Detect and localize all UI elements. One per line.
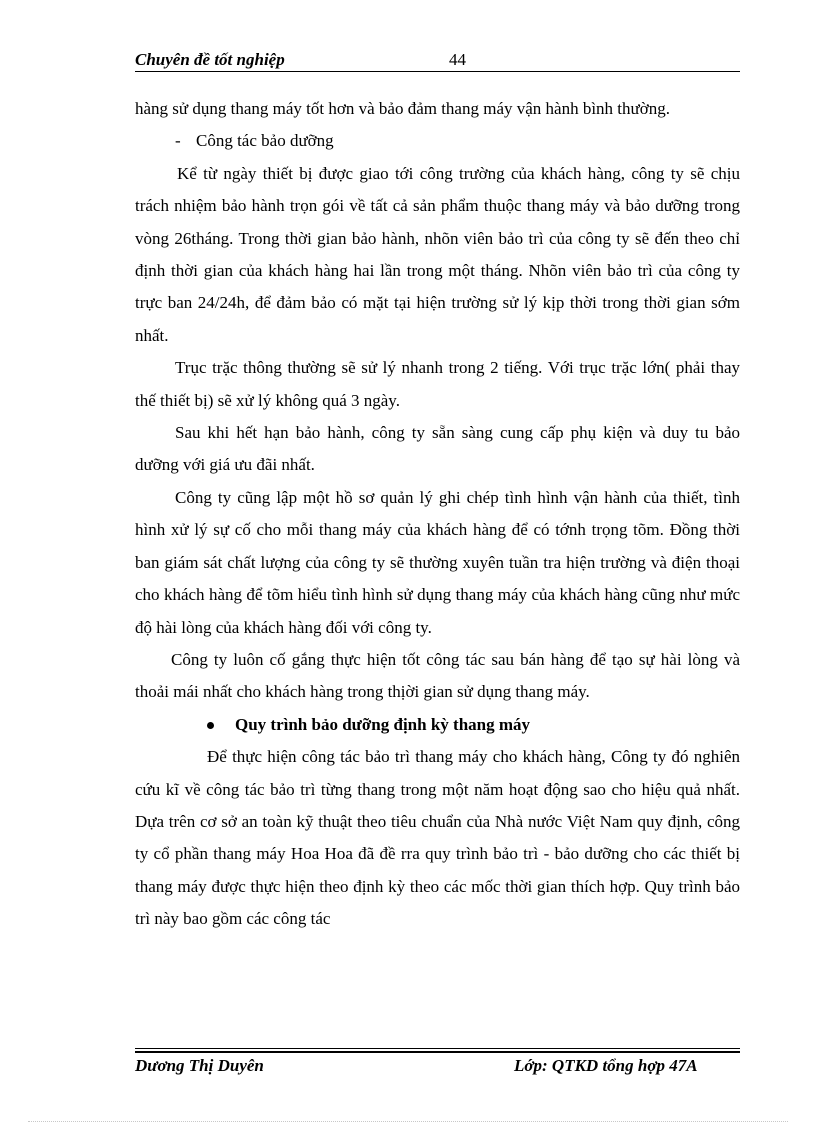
page-body [135,93,740,936]
footer-divider-thin [135,1048,740,1049]
dash-item-text: Công tác bảo dưỡng [196,131,334,151]
paragraph-after-sales: Công ty luôn cố gắng thực hiện tốt công tác sau bán hàng để tạo sự hài lòng và thoải mái nhất cho khách hàng trong thịời gian sử dụng thang máy. [135,649,740,702]
dash-marker: - [175,131,181,151]
page-bottom-edge [28,1121,788,1122]
bullet-heading-text: Quy trình bảo dưỡng định kỳ thang máy [235,714,531,734]
page-number: 44 [449,50,466,69]
page-header [135,50,740,72]
header-divider [135,71,740,72]
paragraph-records: Công ty cũng lập một hồ sơ quản lý ghi chép tình hình vận hành của thiết, tình hình xử lý sự cố cho mỗi thang máy của khách hàng để có tớnh trọng tõm. Đồng thời ban giám sát chất lượng của công ty sẽ thường xuyên tuần tra hiện trường và điện thoại cho khách hàng để tõm hiểu tình hình sử dụng thang máy của khách hàng cũng như mức độ hài lòng của khách hàng đối với công ty. [135,487,740,637]
paragraph-continuation: hàng sử dụng thang máy tốt hơn và bảo đảm thang máy vận hành bình thường. [135,99,670,118]
paragraph-troubleshooting: Trục trặc thông thường sẽ sử lý nhanh trong 2 tiếng. Với trục trặc lớn( phải thay thế thiết bị) sẽ xử lý không quá 3 ngày. [135,358,740,410]
footer-divider-thick [135,1051,740,1053]
document-title: Chuyên đề tốt nghiệp [135,50,285,69]
paragraph-maintenance-process: Để thực hiện công tác bảo trì thang máy cho khách hàng, Công ty đó nghiên cứu kĩ về công tác bảo trì từng thang trong một năm hoạt động sao cho hiệu quả nhất. Dựa trên cơ sở an toàn kỹ thuật theo tiêu chuẩn của Nhà nước Việt Nam quy định, công ty cổ phần thang máy Hoa Hoa đã đề rra quy trình bảo trì - bảo dưỡng cho các thiết bị thang máy được thực hiện theo định kỳ theo các mốc thời gian thích hợp. Quy trình bảo trì này bao gồm các công tác [135,747,740,929]
paragraph-warranty: Kể từ ngày thiết bị được giao tới công trường của khách hàng, công ty sẽ chịu trách nhiệm bảo hành trọn gói về tất cả sản phẩm thuộc thang máy và bảo dưỡng trong vòng 26tháng. Trong thời gian bảo hành, nhõn viên bảo trì của công ty sẽ đến theo chỉ định thời gian của khách hàng hai lần trong một tháng. Nhõn viên bảo trì của công ty trực ban 24/24h, để đảm bảo có mặt tại hiện trường sử lý kịp thời trong thời gian sớm nhất. [135,163,740,345]
footer-author: Dương Thị Duyên [135,1056,264,1075]
dash-list-item [135,125,740,157]
bullet-dot-icon [207,722,214,729]
bullet-heading [135,709,740,741]
footer-class: Lớp: QTKD tổng hợp 47A [514,1056,698,1075]
paragraph-after-warranty: Sau khi hết hạn bảo hành, công ty sẵn sàng cung cấp phụ kiện và duy tu bảo dưỡng với giá ưu đãi nhất. [135,423,740,475]
